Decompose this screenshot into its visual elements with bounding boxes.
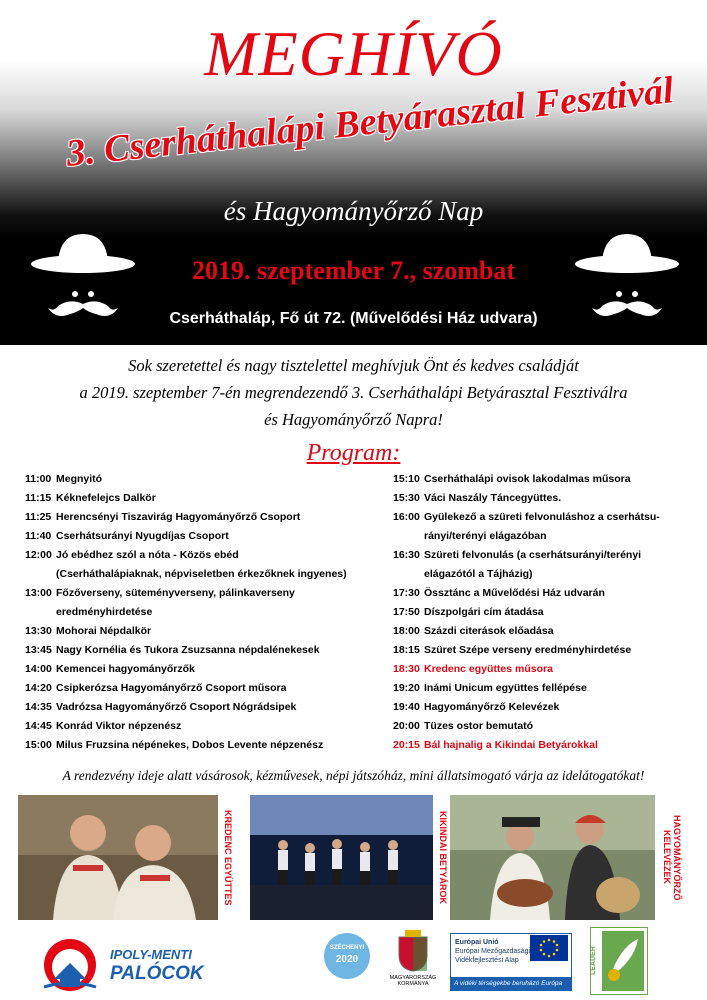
photo-label: KIKINDAI BETYÁROK [438, 810, 448, 904]
szechenyi-label: SZÉCHENYI [329, 945, 365, 951]
program-item [25, 565, 370, 584]
invitation-line: Sok szeretettel és nagy tisztelettel meghívjuk Önt és kedves családját [128, 356, 579, 375]
program-time: 11:00 [25, 473, 52, 485]
program-desc: elágazótól a Tájházig) [424, 568, 533, 580]
program-time [393, 565, 424, 584]
program-item [25, 470, 370, 489]
ipoly-logo-line2: PALÓCOK [110, 963, 204, 984]
eu-line: Vidékfejlesztési Alap [455, 957, 519, 964]
program-desc: Gyülekező a szüreti felvonuláshoz a cserhátsu- [424, 511, 660, 523]
program-item [393, 508, 688, 527]
program-desc: Kemencei hagyományőrzők [56, 663, 195, 675]
program-time: 14:45 [25, 720, 52, 732]
program-desc: Cserhátsurányi Nyugdíjas Csoport [56, 530, 229, 542]
program-item [25, 489, 370, 508]
program-time: 11:15 [25, 492, 52, 504]
program-item [393, 603, 688, 622]
program-item [393, 565, 688, 584]
program-item [393, 622, 688, 641]
program-desc: Jó ebédhez szól a nóta - Közös ebéd [56, 549, 239, 561]
program-item [393, 470, 688, 489]
program-time: 17:50 [393, 606, 420, 618]
festival-title: 3. Cserháthalápi Betyárasztal Fesztivál [64, 69, 676, 175]
program-desc: Konrád Viktor népzenész [56, 720, 182, 732]
program-time: 16:30 [393, 549, 420, 561]
program-desc: (Cserháthalápiaknak, népviseletben érkezőknek ingyenes) [56, 568, 347, 580]
program-desc: Tüzes ostor bemutató [424, 720, 534, 732]
program-time: 15:00 [25, 739, 52, 751]
eu-flag-icon [530, 935, 568, 961]
coat-of-arms-icon [395, 929, 431, 973]
invitation-line: a 2019. szeptember 7-én megrendezendő 3. Cserháthalápi Betyárasztal Fesztiválra [79, 383, 628, 402]
program-time: 18:30 [393, 663, 420, 675]
program-desc: Vadrózsa Hagyományőrző Csoport Nógrádsipek [56, 701, 297, 713]
program-desc: Megnyitó [56, 473, 103, 485]
szechenyi-year: 2020 [335, 954, 359, 965]
hat-mustache-icon [572, 222, 682, 332]
program-time: 11:25 [25, 511, 52, 523]
program-desc: Szüret Szépe verseny eredményhirdetése [424, 644, 632, 656]
photo-label: HAGYOMÁNYŐRZŐ KELEVÉZEK [662, 814, 682, 901]
program-desc: Csipkerózsa Hagyományőrző Csoport műsora [56, 682, 287, 694]
hat-mustache-icon [28, 222, 138, 332]
kelevezek-photo [450, 795, 655, 920]
program-desc: Herencsényi Tiszavirág Hagyományőrző Csoport [56, 511, 301, 523]
activities-note: A rendezvény ideje alatt vásárosok, kézművesek, népi játszóház, mini állatsimogató várja az idelátogatókat! [62, 768, 645, 783]
program-desc: Cserháthalápi ovisok lakodalmas műsora [424, 473, 631, 485]
program-desc: Szüreti felvonulás (a cserhátsurányi/terényi [424, 549, 642, 561]
ipoly-logo-line1: IPOLY-MENTI [110, 947, 192, 962]
program-item-highlight [393, 660, 688, 679]
program-list-right [393, 470, 688, 755]
program-item-highlight [393, 736, 688, 755]
invitation-line: és Hagyományőrző Napra! [264, 410, 443, 429]
program-item [393, 546, 688, 565]
program-time [25, 603, 56, 622]
program-list-left [25, 470, 370, 755]
program-time: 17:30 [393, 587, 420, 599]
page-title: MEGHÍVÓ [204, 18, 503, 89]
program-item [25, 527, 370, 546]
program-time: 14:35 [25, 701, 52, 713]
program-item [393, 527, 688, 546]
program-item [25, 698, 370, 717]
program-time: 13:45 [25, 644, 52, 656]
program-item [25, 622, 370, 641]
program-desc: rányi/terényi elágazóban [424, 530, 547, 542]
program-desc: Mohorai Népdalkör [56, 625, 152, 637]
program-item [25, 603, 370, 622]
program-time: 12:00 [25, 549, 52, 561]
program-time: 13:00 [25, 587, 52, 599]
program-time: 15:10 [393, 473, 420, 485]
sponsor-logos [0, 925, 707, 1000]
program-item [25, 546, 370, 565]
gov-caption: MAGYARORSZÁG KORMÁNYA [389, 975, 437, 987]
program-desc: Százdi citerások előadása [424, 625, 554, 637]
program-item [25, 641, 370, 660]
eu-line: Európai Mezőgazdasági [455, 948, 531, 955]
program-time: 20:00 [393, 720, 420, 732]
kikindai-photo [250, 795, 433, 920]
program-desc: Inámi Unicum együttes fellépése [424, 682, 587, 694]
program-item [25, 679, 370, 698]
program-desc: Össztánc a Művelődési Ház udvarán [424, 587, 605, 599]
program-item [393, 698, 688, 717]
leader-label: LEADER [590, 946, 597, 976]
event-venue: Cserháthaláp, Fő út 72. (Művelődési Ház udvara) [169, 310, 538, 327]
kredenc-photo [18, 795, 218, 920]
program-desc: Főzőverseny, süteményverseny, pálinkaverseny [56, 587, 295, 599]
program-item [393, 641, 688, 660]
program-time: 14:20 [25, 682, 52, 694]
program-time: 18:00 [393, 625, 420, 637]
program-time: 11:40 [25, 530, 52, 542]
program-time: 14:00 [25, 663, 52, 675]
program-item [25, 717, 370, 736]
program-time: 19:40 [393, 701, 420, 713]
program-desc: Milus Fruzsina népénekes, Dobos Levente népzenész [56, 739, 324, 751]
program-item [393, 489, 688, 508]
program-desc: Kéknefelejcs Dalkör [56, 492, 156, 504]
event-date: 2019. szeptember 7., szombat [191, 256, 516, 285]
program-time [25, 565, 56, 584]
program-item [25, 736, 370, 755]
program-time: 20:15 [393, 739, 420, 751]
program-time [393, 527, 424, 546]
program-desc: Nagy Kornélia és Tukora Zsuzsanna népdalénekesek [56, 644, 320, 656]
program-desc: Kredenc együttes műsora [424, 663, 553, 675]
program-time: 15:30 [393, 492, 420, 504]
eu-line: Európai Unió [455, 939, 499, 946]
program-heading: Program: [306, 440, 401, 466]
program-item [25, 508, 370, 527]
program-desc: Hagyományőrző Kelevézek [424, 701, 560, 713]
program-desc: eredményhirdetése [56, 606, 153, 618]
program-time: 16:00 [393, 511, 420, 523]
invitation-text [20, 352, 687, 433]
program-item [25, 660, 370, 679]
program-time: 18:15 [393, 644, 420, 656]
program-desc: Váci Naszály Táncegyüttes. [424, 492, 562, 504]
program-item [393, 584, 688, 603]
program-item [25, 584, 370, 603]
program-item [393, 717, 688, 736]
festival-subtitle: és Hagyományőrző Nap [223, 196, 484, 226]
program-item [393, 679, 688, 698]
program-desc: Bál hajnalig a Kikindai Betyárokkal [424, 739, 598, 751]
header-banner [0, 0, 707, 345]
photo-label: KREDENC EGYÜTTES [223, 809, 233, 906]
program-desc: Díszpolgári cím átadása [424, 606, 544, 618]
ipoly-flower-icon [30, 935, 110, 995]
program-time: 13:30 [25, 625, 52, 637]
eu-slogan: A vidéki térségekbe beruházó Európa [451, 977, 571, 990]
program-time: 19:20 [393, 682, 420, 694]
